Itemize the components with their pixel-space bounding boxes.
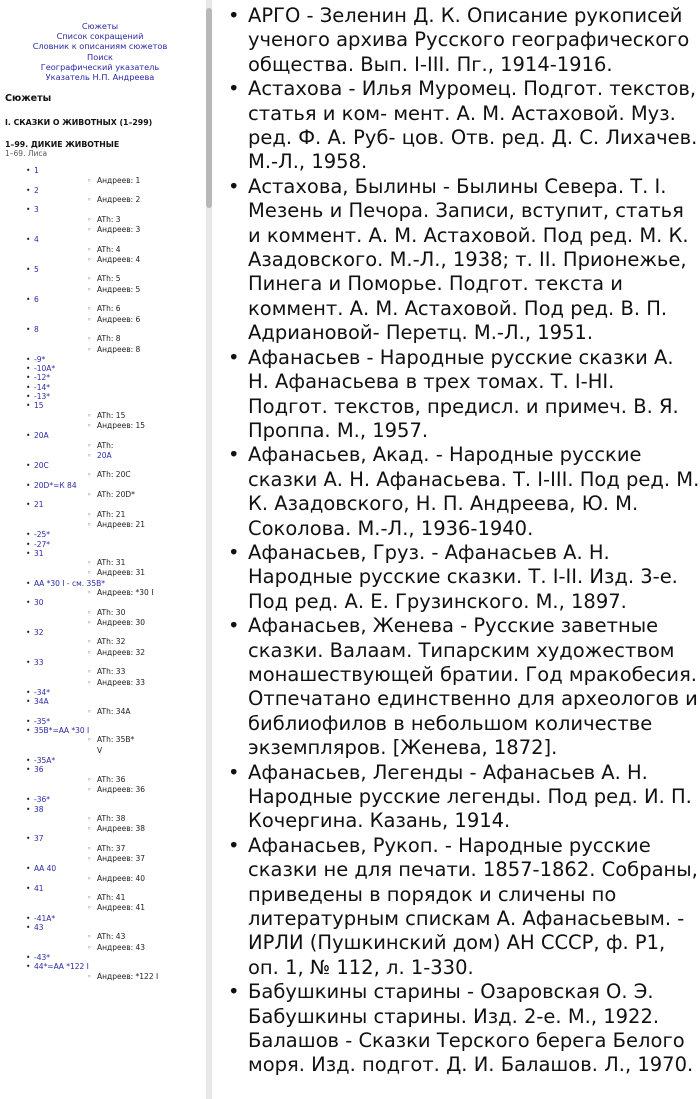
tree-item[interactable] (0, 697, 200, 717)
tree-item[interactable] (0, 186, 200, 206)
tree-item-label[interactable]: -35* (34, 716, 50, 726)
tree-item[interactable] (0, 834, 200, 864)
tree-item-label[interactable]: 6 (34, 295, 39, 305)
tree-item-label[interactable]: -27* (34, 539, 50, 549)
tree-subitem: ◦ ATh: 38 (34, 814, 200, 824)
tree-item[interactable] (0, 658, 200, 688)
tree-subitems (34, 844, 200, 865)
tree-subitem: ◦ ATh: 33 (34, 667, 200, 677)
tree-subitems (34, 274, 200, 295)
tree-subitems (34, 441, 200, 462)
tree-subitems (34, 195, 200, 205)
tree-subitem: ◦ Андреев: 2 (34, 195, 200, 205)
sidebar-title: Сюжеты (5, 93, 52, 105)
reference-entry: • Афанасьев, Груз. - Афанасьев А. Н. Народные русские сказки. Т. I-II. Изд. 3-е. Под ред. А. Е. Грузинского. М., 1897. (222, 541, 700, 614)
tree-subitem: ◦ Андреев: 5 (34, 285, 200, 295)
nav-link-search[interactable]: Поиск (87, 51, 113, 62)
tree-item[interactable] (0, 401, 200, 431)
tree-subitem: ◦ Андреев: 3 (34, 225, 200, 235)
tree-subitem: ◦ ATh: 35В* (34, 735, 200, 745)
tree-item[interactable] (0, 598, 200, 628)
tree-item[interactable] (0, 765, 200, 795)
nav-link-geo-index[interactable]: Географический указатель (40, 61, 160, 72)
tree-item-label[interactable]: 35В*=АА *30 I (34, 726, 90, 736)
tree-subitems (34, 588, 200, 598)
tree-item-label[interactable]: 20С (34, 461, 49, 471)
reference-entry: • Афанасьев, Женева - Русские заветные сказки. Валаам. Типарским художеством монашествующей братии. Год мракобесия. Отпечатано единственно для археологов и библиофилов в небольшом количестве экземпляров. [Женева, 1872]. (222, 614, 700, 760)
tree-item[interactable] (0, 500, 200, 530)
reference-entry: • Афанасьев, Акад. - Народные русские сказки А. Н. Афанасьева. Т. I-III. Под ред. М. К. Азадовского, Н. П. Андреева, Ю. М. Соколова. М.-Л., 1936-1940. (222, 443, 700, 541)
tree-item-label[interactable]: 33 (34, 658, 44, 668)
tree-item-label[interactable]: 43 (34, 923, 44, 933)
tree-subitem: ◦ Андреев: 33 (34, 678, 200, 688)
tree-item-label[interactable]: 32 (34, 628, 44, 638)
tree-subitem: ◦ Андреев: *30 I (34, 588, 200, 598)
tree-subitem: ◦ ATh: 32 (34, 637, 200, 647)
tree-item-label[interactable]: 15 (34, 401, 44, 411)
tree-item-label[interactable]: АА 40 (34, 864, 57, 874)
tree-item[interactable] (0, 688, 200, 697)
tree-item-label[interactable]: 8 (34, 324, 39, 334)
tree-subitem: ◦ ATh: 43 (34, 932, 200, 942)
tree-subitems (34, 470, 200, 480)
tree-subitem: ◦ ATh: 3 (34, 215, 200, 225)
tree-subitems (34, 304, 200, 325)
tree-subitems (34, 972, 200, 982)
scrollbar-thumb[interactable] (206, 8, 212, 208)
tree-item-label[interactable]: 20D*=К 84 (34, 480, 77, 490)
tree-subitem: ◦ ATh: 5 (34, 274, 200, 284)
tree-item[interactable] (0, 549, 200, 579)
tree-item-label[interactable]: -14* (34, 382, 50, 392)
tree-item-label[interactable]: -10А* (34, 364, 56, 374)
reference-entry: • Астахова - Илья Муромец. Подгот. текстов, статья и ком- мент. А. М. Астаховой. Муз. ред. Ф. А. Руб- цов. Отв. ред. Д. С. Лихачев. М.-Л., 1958. (222, 77, 700, 175)
tree-item[interactable] (0, 373, 200, 382)
tree-item-label[interactable]: 44*=АА *122 I (34, 962, 89, 972)
tree-item-label[interactable]: -25* (34, 530, 50, 540)
tree-item-label[interactable]: 38 (34, 804, 44, 814)
tree-subitems (34, 893, 200, 914)
reference-entry: • Бабушкины старины - Озаровская О. Э. Бабушкины старины. Изд. 2-е. М., 1922. (222, 980, 700, 1029)
tree-subitem: ◦ ATh: 34А (34, 707, 200, 717)
tree-subitem: ◦ 20А (34, 451, 200, 461)
tree-subitem: ◦ Андреев: 37 (34, 854, 200, 864)
sidebar-subsection-heading: 1–99. ДИКИЕ ЖИВОТНЫЕ (5, 140, 120, 150)
tree-item-label[interactable]: 5 (34, 265, 39, 275)
tree-item[interactable] (0, 717, 200, 726)
tree-subitem: V (97, 745, 103, 755)
tree-subitem: ◦ ATh: 6 (34, 304, 200, 314)
tree-subitems (34, 814, 200, 835)
tree-subitems (34, 608, 200, 629)
tree-item[interactable] (0, 364, 200, 373)
tree-subitems (34, 637, 200, 658)
tree-item-label[interactable]: 41 (34, 883, 44, 893)
tree-item[interactable] (0, 795, 200, 804)
tree-item-label[interactable]: 30 (34, 598, 44, 608)
sidebar-subsubsection-heading: 1–69. Лиса (5, 149, 48, 159)
tree-item-label[interactable]: -35А* (34, 756, 56, 766)
tree-subitems (34, 490, 200, 500)
tree-item[interactable] (0, 953, 200, 962)
tree-item-label[interactable]: -34* (34, 687, 50, 697)
tree-subitems (34, 215, 200, 236)
tree-subitems (34, 707, 200, 717)
tree-item[interactable] (0, 431, 200, 461)
tree-subitem: ◦ Андреев: 43 (34, 943, 200, 953)
tree-item-label[interactable]: 37 (34, 834, 44, 844)
tree-subitem: ◦ ATh: 20С (34, 470, 200, 480)
tree-item-label[interactable]: 34А (34, 697, 49, 707)
tree-item-label[interactable]: 4 (34, 235, 39, 245)
tree-item-label[interactable]: -12* (34, 373, 50, 383)
reference-entry: • Афанасьев, Рукоп. - Народные русские сказки не для печати. 1857-1862. Собраны, приведены в порядок и сличены по литературным спискам А. Афанасьевым. - ИРЛИ (Пушкинский дом) АН СССР, ф. Р1, оп. 1, № 112, л. 1-330. (222, 834, 700, 980)
tree-item[interactable] (0, 392, 200, 401)
tree-subitem: ◦ Андреев: 41 (34, 903, 200, 913)
tree-item[interactable] (0, 628, 200, 658)
sidebar-nav (0, 0, 200, 82)
nav-link-abbreviations[interactable]: Список сокращений (56, 31, 144, 42)
references-list (222, 0, 700, 1078)
tree-subitems (34, 245, 200, 266)
sidebar-section-heading: I. СКАЗКИ О ЖИВОТНЫХ (1–299) (5, 118, 153, 128)
reference-entry: • АРГО - Зеленин Д. К. Описание рукописей ученого архива Русского географического общества. Вып. I-III. Пг., 1914-1916. (222, 4, 700, 77)
tree-subitem: ◦ Андреев: 32 (34, 648, 200, 658)
reference-entry: • Афанасьев - Народные русские сказки А. Н. Афанасьева в трех томах. Т. I-HI. Подгот. текстов, предисл. и примеч. В. Я. Проппа. М., 1957. (222, 346, 700, 444)
tree-item[interactable] (0, 530, 200, 539)
tree-subitem: ◦ Андреев: 1 (34, 176, 200, 186)
tree-item-label[interactable]: -13* (34, 392, 50, 402)
tree-subitem: ◦ ATh: 37 (34, 844, 200, 854)
tree-subitems (34, 558, 200, 579)
tree-subitems (34, 775, 200, 796)
tree-item[interactable] (0, 481, 200, 501)
tree-item-label[interactable]: 2 (34, 185, 39, 195)
tree-item[interactable] (0, 235, 200, 265)
tree-subitem: ◦ Андреев: 30 (34, 618, 200, 628)
sidebar (0, 0, 200, 1099)
tree-item-label[interactable]: 21 (34, 500, 44, 510)
tree-item-label[interactable]: 36 (34, 765, 44, 775)
subject-tree (0, 166, 200, 982)
tree-item-label[interactable]: 31 (34, 548, 44, 558)
tree-item[interactable] (0, 295, 200, 325)
reference-entry: • Астахова, Былины - Былины Севера. Т. I. Мезень и Печора. Записи, вступит, статья и коммент. А. М. Астаховой. Под ред. М. К. Азадовского. М.-Л., 1938; т. II. Прионежье, Пинега и Поморье. Подгот. текста и коммент. А. М. Астаховой. Под ред. В. П. Адриановой- Перетц. М.-Л., 1951. (222, 175, 700, 346)
tree-subitem: ◦ ATh: 20D* (34, 490, 200, 500)
tree-subitem: ◦ ATh: 15 (34, 411, 200, 421)
tree-item[interactable] (0, 756, 200, 765)
tree-subitem: ◦ Андреев: 21 (34, 520, 200, 530)
tree-subitems (34, 510, 200, 531)
nav-link-subjects[interactable]: Сюжеты (81, 21, 119, 31)
tree-subitem: ◦ Андреев: *122 I (34, 972, 200, 982)
tree-subitems (34, 411, 200, 432)
tree-item-label[interactable]: -43* (34, 952, 50, 962)
tree-item-label[interactable]: 3 (34, 205, 39, 215)
tree-item-label[interactable]: АА *30 I - см. 35В* (34, 578, 105, 588)
tree-subitem: ◦ Андреев: 15 (34, 421, 200, 431)
reference-entry: Балашов - Сказки Терского берега Белого моря. Изд. подгот. Д. И. Балашов. Л., 1970. (248, 1029, 694, 1077)
tree-item[interactable] (0, 962, 200, 982)
tree-item[interactable] (0, 265, 200, 295)
tree-subitems (34, 735, 200, 756)
tree-subitem: ◦ ATh: 31 (34, 558, 200, 568)
nav-link-glossary[interactable]: Словник к описаниям сюжетов (32, 41, 168, 52)
tree-item[interactable] (0, 884, 200, 914)
tree-item[interactable] (0, 325, 200, 355)
tree-item[interactable] (0, 166, 200, 186)
tree-item-label[interactable]: -41А* (34, 913, 56, 923)
tree-subitem: ◦ Андреев: 6 (34, 315, 200, 325)
tree-subitems (34, 176, 200, 186)
tree-subitem: ◦ Андреев: 4 (34, 255, 200, 265)
tree-item-label[interactable]: 1 (34, 166, 39, 176)
tree-item[interactable] (0, 205, 200, 235)
tree-subitems (34, 334, 200, 355)
nav-link-andreev-index[interactable]: Указатель Н.П. Андреева (45, 72, 155, 83)
tree-subitems (34, 932, 200, 953)
tree-subitem: ◦ ATh: 41 (34, 893, 200, 903)
tree-item[interactable] (0, 805, 200, 835)
tree-subitems (34, 667, 200, 688)
tree-subitem: ◦ ATh: 30 (34, 608, 200, 618)
tree-item[interactable] (0, 383, 200, 392)
tree-item[interactable] (0, 579, 200, 599)
tree-subitem: ◦ Андреев: 38 (34, 824, 200, 834)
tree-subitem: ◦ ATh: 4 (34, 245, 200, 255)
tree-item[interactable] (0, 355, 200, 364)
main-content (222, 0, 700, 1099)
tree-item-label[interactable]: -36* (34, 795, 50, 805)
tree-item[interactable] (0, 461, 200, 481)
tree-item[interactable] (0, 864, 200, 884)
tree-subitem: ◦ ATh: 21 (34, 510, 200, 520)
tree-item-label[interactable]: 20А (34, 431, 49, 441)
tree-subitem: ◦ Андреев: 40 (34, 874, 200, 884)
tree-subitem: ◦ Андреев: 36 (34, 785, 200, 795)
tree-subitem: ◦ ATh: 36 (34, 775, 200, 785)
tree-subitem: ◦ Андреев: 31 (34, 568, 200, 578)
tree-subitem: ◦ ATh: 8 (34, 334, 200, 344)
tree-subitem: ◦ Андреев: 8 (34, 345, 200, 355)
tree-item[interactable] (0, 726, 200, 756)
reference-entry: • Афанасьев, Легенды - Афанасьев А. Н. Народные русские легенды. Под ред. И. П. Кочергина. Казань, 1914. (222, 761, 700, 834)
tree-subitems (34, 874, 200, 884)
tree-subitem: ◦ ATh: (34, 441, 200, 451)
tree-item[interactable] (0, 914, 200, 923)
tree-item-label[interactable]: -9* (34, 354, 46, 364)
tree-item[interactable] (0, 540, 200, 549)
tree-item[interactable] (0, 923, 200, 953)
sidebar-scrollbar[interactable] (206, 0, 212, 1099)
